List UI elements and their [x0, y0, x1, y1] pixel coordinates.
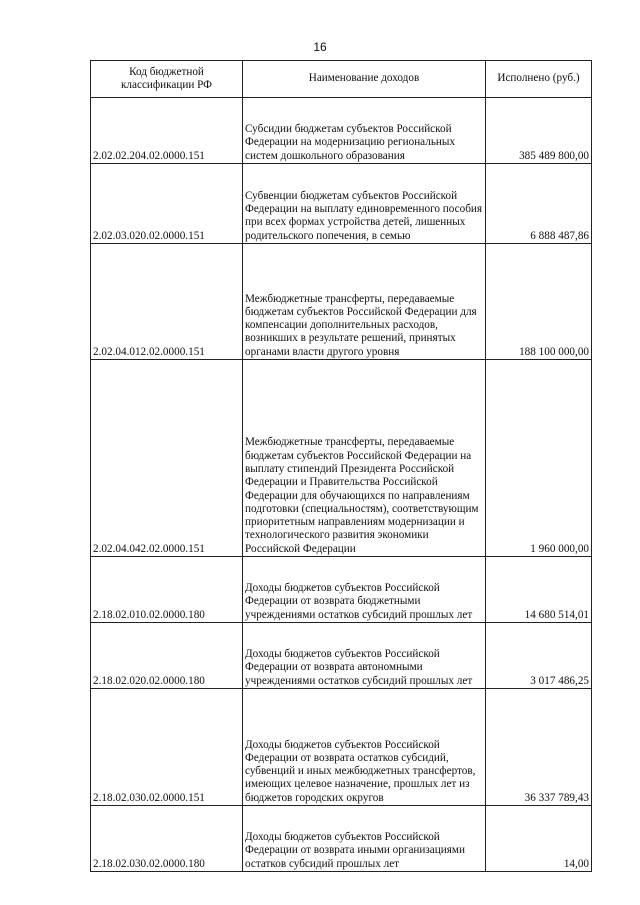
table-row — [91, 557, 592, 623]
table-row — [91, 360, 592, 557]
executed-amount: 1 960 000,00 — [486, 360, 592, 557]
table-row — [91, 164, 592, 244]
header-row — [91, 61, 592, 98]
executed-amount: 14,00 — [486, 806, 592, 872]
table-row — [91, 806, 592, 872]
revenue-name: Субвенции бюджетам субъектов Российской Федерации на выплату единовременного пособия при всех формах устройства детей, лишенных родительского попечения, в семью — [243, 164, 486, 244]
executed-amount: 188 100 000,00 — [486, 244, 592, 360]
table-body — [91, 98, 592, 872]
table-row — [91, 623, 592, 689]
executed-amount: 6 888 487,86 — [486, 164, 592, 244]
budget-code: 2.02.02.204.02.0000.151 — [91, 98, 243, 164]
budget-code: 2.02.04.042.02.0000.151 — [91, 360, 243, 557]
header-amount: Исполнено (руб.) — [486, 61, 592, 98]
revenue-name: Доходы бюджетов субъектов Российской Федерации от возврата автономными учреждениями остатков субсидий прошлых лет — [243, 623, 486, 689]
budget-revenue-table — [90, 60, 592, 872]
revenue-name: Межбюджетные трансферты, передаваемые бюджетам субъектов Российской Федерации для компенсации дополнительных расходов, возникших в результате решений, принятых органами власти другого уровня — [243, 244, 486, 360]
revenue-name: Межбюджетные трансферты, передаваемые бюджетам субъектов Российской Федерации на выплату стипендий Президента Российской Федерации и Правительства Российской Федерации для обучающихся по направлениям подготовки (специальностям), соответствующим приоритетным направлениям модернизации и технологического развития экономики Российской Федерации — [243, 360, 486, 557]
revenue-name: Доходы бюджетов субъектов Российской Федерации от возврата иными организациями остатков субсидий прошлых лет — [243, 806, 486, 872]
executed-amount: 385 489 800,00 — [486, 98, 592, 164]
budget-code: 2.18.02.010.02.0000.180 — [91, 557, 243, 623]
executed-amount: 3 017 486,25 — [486, 623, 592, 689]
header-code: Код бюджетной классификации РФ — [91, 61, 243, 98]
budget-code: 2.18.02.030.02.0000.180 — [91, 806, 243, 872]
table-row — [91, 689, 592, 806]
revenue-name: Доходы бюджетов субъектов Российской Федерации от возврата остатков субсидий, субвенций и иных межбюджетных трансфертов, имеющих целевое назначение, прошлых лет из бюджетов городских округов — [243, 689, 486, 806]
budget-code: 2.18.02.020.02.0000.180 — [91, 623, 243, 689]
page-number: 16 — [313, 40, 327, 54]
header-name: Наименование доходов — [243, 61, 486, 98]
executed-amount: 14 680 514,01 — [486, 557, 592, 623]
budget-code: 2.18.02.030.02.0000.151 — [91, 689, 243, 806]
revenue-name: Субсидии бюджетам субъектов Российской Федерации на модернизацию региональных систем дошкольного образования — [243, 98, 486, 164]
table-row — [91, 244, 592, 360]
executed-amount: 36 337 789,43 — [486, 689, 592, 806]
budget-code: 2.02.04.012.02.0000.151 — [91, 244, 243, 360]
revenue-name: Доходы бюджетов субъектов Российской Федерации от возврата бюджетными учреждениями остатков субсидий прошлых лет — [243, 557, 486, 623]
budget-code: 2.02.03.020.02.0000.151 — [91, 164, 243, 244]
table-row — [91, 98, 592, 164]
table-header — [91, 61, 592, 98]
